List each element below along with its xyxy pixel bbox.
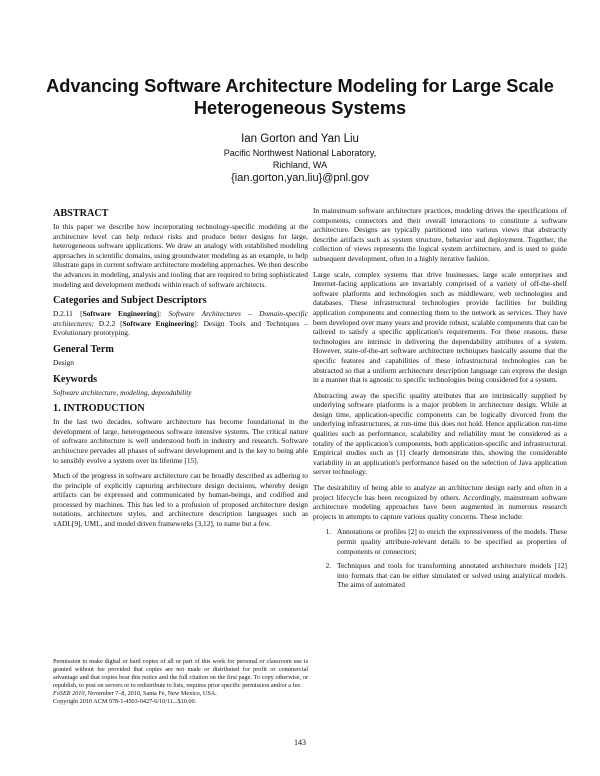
body-paragraph-1: In mainstream software architecture practices, modeling drives the specifications of components, connectors and their overall interactions to constitute a software architecture. Designs are typically partitioned into various views that abstractly describe artifacts such as system structure, behavior and deployment. Together, the collection of views represents the logical system architecture, and is used to guide subsequent development, often in a highly iterative fashion. — [313, 206, 567, 263]
body-paragraph-3: Abstracting away the specific quality attributes that are intrinsically supplied by underlying software platforms is a major problem in architecture design. While at design time, application-specific components can be logically divorced from the underlying infrastructures, at run-time this does not hold. Hence application run-time qualities such as performance, scalability and reliability must be considered as a totality of the application's components, both application-specific and infrastructural. Empirical studies such as [1] clearly demonstrate this, showing the considerable variability in an application's performance based on the selection of Java application server technology. — [313, 390, 567, 477]
page-number: 143 — [294, 738, 306, 747]
introduction-paragraph-1: In the last two decades, software architecture has become foundational in the development of large, heterogeneous software intensive systems. The critical nature of software architecture is well understood both in industry and research. Software architecture pervades all phases of software development and is the key to being able to sensibly evolve a system over its lifetime [15]. — [53, 417, 308, 465]
venue-line — [53, 690, 308, 698]
left-column — [53, 208, 308, 535]
category-name-1: Software Engineering — [82, 309, 157, 319]
abstract-section — [53, 208, 308, 289]
author-names: Ian Gorton and Yan Liu — [241, 133, 359, 145]
keywords-text: Software architecture, modeling, dependability — [53, 387, 192, 397]
general-term-text: Design — [53, 357, 74, 367]
categories-text — [53, 309, 308, 338]
author-block — [100, 132, 500, 186]
general-term-heading: General Term — [53, 343, 114, 355]
list-item: 2. Techniques and tools for transforming annotated architecture models [12] into formats that can be either simulated or solved using analytical models. The aims of automated — [333, 561, 567, 590]
venue-details: November 7–8, 2010, Santa Fe, New Mexico, USA. — [86, 689, 217, 697]
body-paragraph-2: Large scale, complex systems that drive businesses, large scale enterprises and Internet-facing applications are invariably comprised of a variety of off-the-shelf software platforms and technologies such as middleware, web technologies and databases. These infrastructural technologies provide facilities for building application components and connecting them to the network as services. They have been developed over many years and provide robust, scalable components that can be tailored to satisfy a specific application's requirements. For these reasons, these technologies are intrinsic in delivering the dependability attributes of a system. However, state-of-the-art software architecture techniques basically assume that the specific features and capabilities of these infrastructural technologies can be abstracted so that a uniform architecture description language can express the design in a manner that is agnostic to specific technologies being considered for a system. — [313, 269, 567, 385]
abstract-text: In this paper we describe how incorporating technology-specific modeling at the architecture level can help reduce risks and produce better designs for large, heterogeneous software applications. We draw an analogy with established modeling approaches in scientific domains, using groundwater modeling as an example, to help illustrate gaps in current software architecture modeling approaches. We then describe the advances in modeling, analysis and tooling that are required to bring sophisticated modeling and development methods within reach of software architects. — [53, 222, 308, 289]
category-code-2: D.2.2 [ — [93, 318, 123, 328]
category-code-1: D.2.11 [ — [53, 309, 83, 319]
quality-approaches-list — [313, 527, 567, 590]
general-term-section — [53, 344, 308, 368]
introduction-section — [53, 403, 308, 529]
venue-name: FoSER 2010, — [53, 689, 86, 697]
permission-text: Permission to make digital or hard copies of all or part of this work for personal or classroom use is granted without fee provided that copies are not made or distributed for profit or commercial advantage and that copies bear this notice and the full citation on the first page. To copy otherwise, or republish, to post on servers or to redistribute to lists, requires prior specific permission and/or a fee. — [53, 658, 308, 689]
category-subject-1: Software Architectures – Domain-specific architectures; — [53, 309, 308, 328]
author-email: {ian.gorton,yan.liu}@pnl.gov — [231, 172, 369, 184]
copyright-footnote — [53, 658, 308, 705]
right-column — [313, 206, 567, 595]
author-location: Richland, WA — [272, 160, 328, 170]
introduction-heading: 1. INTRODUCTION — [53, 403, 145, 415]
keywords-heading: Keywords — [53, 373, 98, 385]
category-subject-2: ]: Design Tools and Techniques – Evolutionary prototyping. — [53, 318, 308, 338]
category-sep-1: ]: — [156, 309, 169, 319]
copyright-line: Copyright 2010 ACM 978-1-4503-0427-6/10/11...$10.00. — [53, 697, 197, 705]
abstract-heading: ABSTRACT — [53, 208, 109, 219]
author-affiliation: Pacific Northwest National Laboratory, — [223, 148, 377, 158]
paper-title: Advancing Software Architecture Modeling for Large Scale Heterogeneous Systems — [46, 76, 554, 118]
introduction-paragraph-2: Much of the progress in software architecture can be broadly described as adhering to the principle of explicitly capturing architecture design decisions, whereby design artifacts can be expressed and communicated by human-beings, and codified and processed by machines. This has led to a profusion of proposed architecture design notations, architecture styles, and architecture description languages such as xADL[9], UML, and model driven frameworks [3,12], to name but a few. — [53, 471, 308, 529]
list-item: 1. Annotations or profiles [2] to enrich the expressiveness of the models. These permit quality attribute-relevant details to be specified as properties of components or connectors; — [333, 527, 567, 556]
categories-heading: Categories and Subject Descriptors — [53, 295, 207, 307]
category-name-2: Software Engineering — [122, 318, 195, 328]
keywords-section — [53, 374, 308, 398]
body-paragraph-4: The desirability of being able to analyze an architecture design early and often in a project lifecycle has been recognized by others. Accordingly, mainstream software architecture modeling approaches have been augmented in numerous research projects in attempts to capture various quality concerns. These include: — [313, 483, 567, 521]
categories-section — [53, 295, 308, 338]
